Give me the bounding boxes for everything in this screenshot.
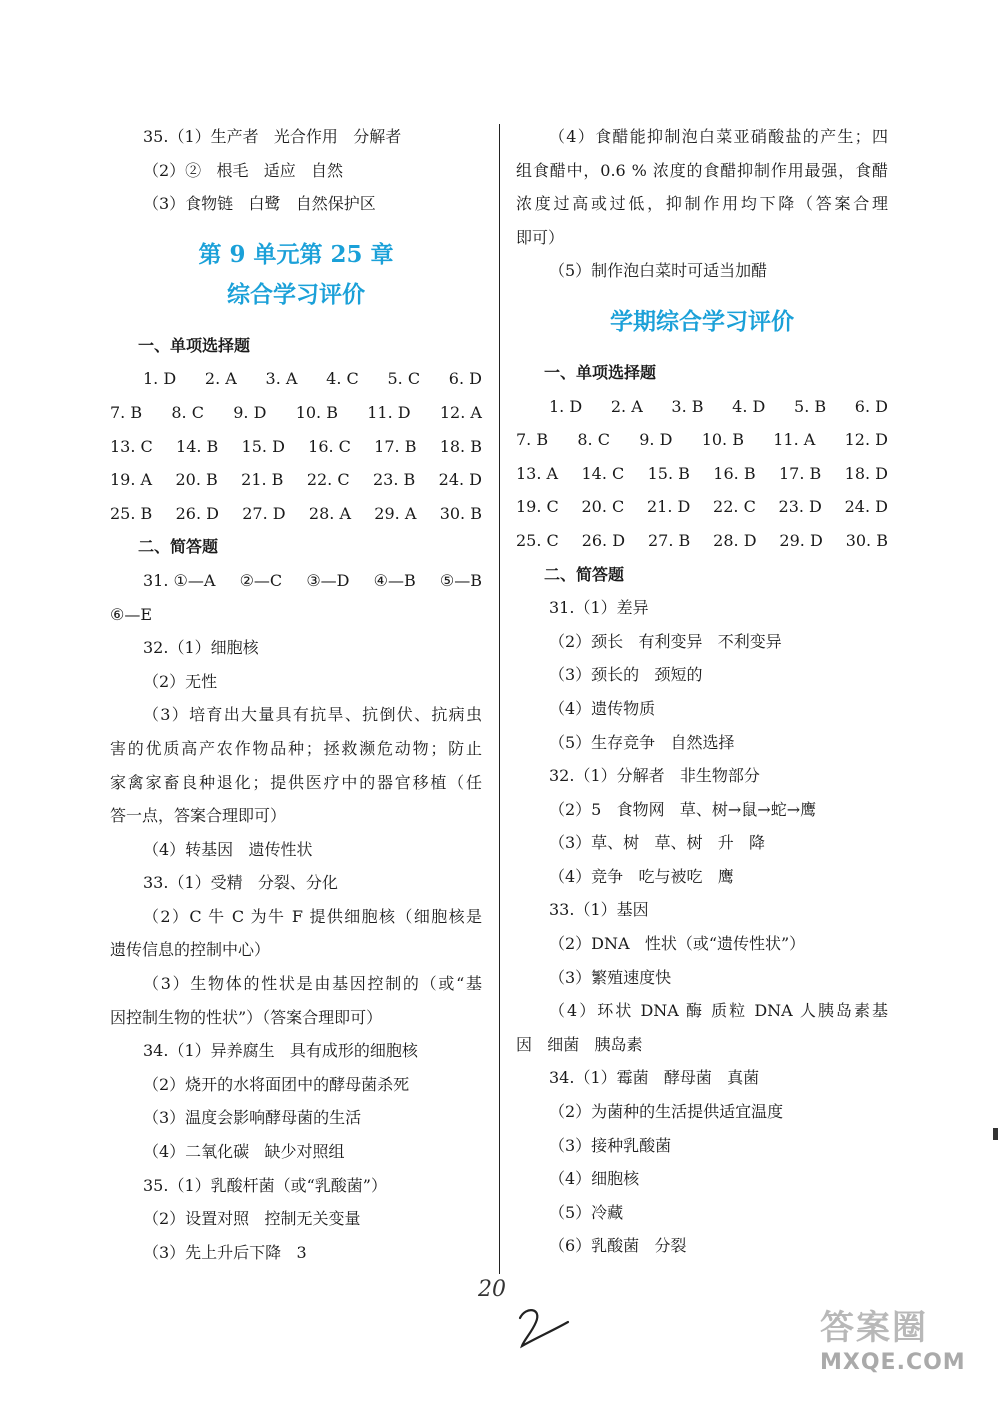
answer-line: 31.（1）差异 bbox=[549, 598, 649, 618]
answer-line: （4）遗传物质 bbox=[549, 698, 656, 718]
answer-line: （2）C 牛 C 为牛 F 提供细胞核（细胞核是 bbox=[143, 906, 482, 926]
mc-row: 19. A 20. B 21. B 22. C 23. B 24. D bbox=[110, 470, 482, 490]
mc-row: 25. B 26. D 27. D 28. A 29. A 30. B bbox=[110, 503, 482, 523]
answer-line: （5）生存竞争 自然选择 bbox=[549, 732, 735, 752]
watermark-bottom-text: MXQE.COM bbox=[820, 1350, 966, 1375]
answer-line: （4）细胞核 bbox=[549, 1169, 640, 1189]
mc-row: 19. C 20. C 21. D 22. C 23. D 24. D bbox=[516, 497, 888, 517]
handwritten-mark bbox=[506, 1302, 576, 1352]
answer-line: （4）竞争 吃与被吃 鹰 bbox=[549, 866, 734, 886]
answer-line: （2）为菌种的生活提供适宜温度 bbox=[549, 1102, 784, 1122]
page-number: 20 bbox=[478, 1277, 506, 1302]
answer-line: （6）乳酸菌 分裂 bbox=[549, 1236, 687, 1256]
mc-row: 1. D 2. A 3. B 4. D 5. B 6. D bbox=[549, 396, 888, 416]
answer-line: ⑥—E bbox=[110, 604, 153, 624]
mc-row: 13. C 14. B 15. D 16. C 17. B 18. B bbox=[110, 436, 482, 456]
answer-line: 组食醋中，0.6 % 浓度的食醋抑制作用最强，食醋 bbox=[516, 160, 888, 180]
mc-row: 7. B 8. C 9. D 10. B 11. D 12. A bbox=[110, 402, 482, 422]
answer-line: 答一点，答案合理即可） bbox=[110, 806, 287, 826]
answer-line: （5）制作泡白菜时可适当加醋 bbox=[549, 261, 768, 281]
answer-line: 32.（1）细胞核 bbox=[143, 638, 259, 658]
answer-line: （2）② 根毛 适应 自然 bbox=[143, 160, 344, 180]
answer-line: （4）食醋能抑制泡白菜亚硝酸盐的产生；四 bbox=[549, 127, 888, 146]
answer-line: （4）转基因 遗传性状 bbox=[143, 839, 313, 859]
right-column bbox=[516, 120, 888, 1263]
unit-heading: 第 9 单元第 25 章 bbox=[198, 240, 394, 268]
answer-line: （2）设置对照 控制无关变量 bbox=[143, 1209, 361, 1229]
mc-row: 13. A 14. C 15. B 16. B 17. B 18. D bbox=[516, 463, 888, 483]
answer-line: 害的优质高产农作物品种；拯救濒危动物；防止 bbox=[110, 738, 482, 758]
mc-row: 7. B 8. C 9. D 10. B 11. A 12. D bbox=[516, 430, 888, 450]
answer-line: （3）先上升后下降 3 bbox=[143, 1242, 307, 1262]
answer-line: 35.（1）生产者 光合作用 分解者 bbox=[143, 127, 402, 146]
answer-line: （2）DNA 性状（或“遗传性状”） bbox=[549, 934, 806, 954]
answer-line: 因 细菌 胰岛素 bbox=[516, 1034, 643, 1054]
answer-line: （4）二氧化碳 缺少对照组 bbox=[143, 1142, 345, 1162]
answer-line: 33.（1）基因 bbox=[549, 900, 649, 920]
answer-line: （3）繁殖速度快 bbox=[549, 967, 672, 987]
mc-row: 25. C 26. D 27. B 28. D 29. D 30. B bbox=[516, 530, 888, 550]
answer-line: 31. ①—A ②—C ③—D ④—B ⑤—B bbox=[143, 570, 482, 590]
answer-line: （3）接种乳酸菌 bbox=[549, 1135, 672, 1155]
answer-line: （3）温度会影响酵母菌的生活 bbox=[143, 1108, 362, 1128]
section-title: 综合学习评价 bbox=[227, 280, 365, 308]
watermark-logo bbox=[820, 1308, 996, 1392]
section-label: 二、简答题 bbox=[544, 564, 625, 584]
section-label: 一、单项选择题 bbox=[138, 335, 251, 355]
answer-line: 34.（1）异养腐生 具有成形的细胞核 bbox=[143, 1041, 418, 1061]
left-column bbox=[110, 120, 482, 1269]
answer-line: 32.（1）分解者 非生物部分 bbox=[549, 766, 760, 786]
answer-line: 因控制生物的性状”）（答案合理即可） bbox=[110, 1007, 383, 1027]
answer-line: （3）草、树 草、树 升 降 bbox=[549, 833, 765, 853]
watermark-top-text: 答案圈 bbox=[820, 1308, 928, 1348]
answer-line: 34.（1）霉菌 酵母菌 真菌 bbox=[549, 1068, 760, 1088]
column-divider bbox=[499, 124, 500, 1274]
answer-line: （3）培育出大量具有抗旱、抗倒伏、抗病虫 bbox=[143, 705, 482, 725]
edge-mark bbox=[993, 1128, 998, 1140]
section-label: 一、单项选择题 bbox=[544, 362, 657, 382]
answer-line: （4）环状 DNA 酶 质粒 DNA 人胰岛素基 bbox=[549, 1001, 888, 1021]
answer-line: （2）烧开的水将面团中的酵母菌杀死 bbox=[143, 1074, 410, 1094]
answer-line: 遗传信息的控制中心） bbox=[110, 940, 271, 960]
answer-line: 即可） bbox=[516, 227, 565, 247]
answer-line: （5）冷藏 bbox=[549, 1202, 624, 1222]
answer-line: （2）5 食物网 草、树→鼠→蛇→鹰 bbox=[549, 799, 817, 819]
section-label: 二、简答题 bbox=[138, 537, 219, 557]
answer-line: （2）颈长 有利变异 不利变异 bbox=[549, 631, 782, 651]
answer-line: （2）无性 bbox=[143, 671, 218, 691]
answer-line: 33.（1）受精 分裂、分化 bbox=[143, 873, 338, 893]
answer-line: （3）食物链 白鹭 自然保护区 bbox=[143, 194, 376, 214]
answer-line: （3）生物体的性状是由基因控制的（或“基 bbox=[143, 974, 482, 994]
answer-line: 35.（1）乳酸杆菌（或“乳酸菌”） bbox=[143, 1175, 387, 1195]
answer-line: （3）颈长的 颈短的 bbox=[549, 665, 703, 685]
answer-line: 家禽家畜良种退化；提供医疗中的器官移植（任 bbox=[110, 772, 482, 792]
section-title: 学期综合学习评价 bbox=[610, 307, 794, 335]
mc-row: 1. D 2. A 3. A 4. C 5. C 6. D bbox=[143, 369, 482, 389]
answer-line: 浓度过高或过低，抑制作用均下降（答案合理 bbox=[516, 194, 888, 214]
